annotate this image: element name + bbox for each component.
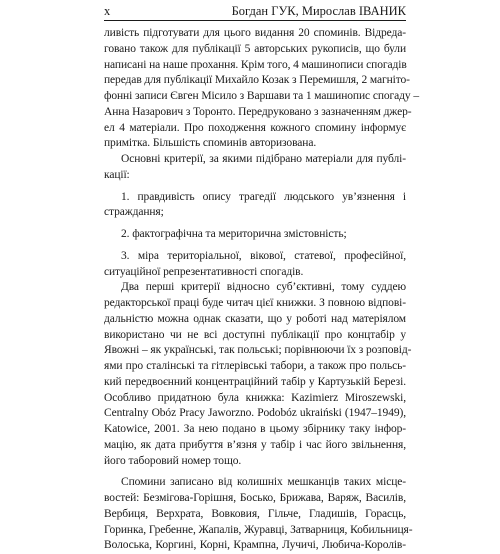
text-line: Особливо придатною була книжка: Kazimierz Miroszewski, [104,391,406,404]
criteria-item [104,190,406,222]
criteria-item [104,249,406,281]
text-line: його таборовий номер тощо. [104,454,242,467]
text-line: примітка. Більшість споминів авторизована. [104,137,317,150]
header-authors: Богдан ГУК, Мирослав ІВАНИК [231,4,406,18]
page-number: x [104,4,111,18]
text-line: кації: [104,168,130,181]
text-line: 1. правдивість опису трагедії людського ув’язнення і [121,190,406,203]
text-line: Анна Назарович з Торонто. Передруковано з зазначенням джер- [104,105,412,118]
paragraph [104,152,406,184]
text-line: редакторської праці буде читач цієї книжки. З повною відпові- [104,297,406,309]
running-header [104,3,406,23]
text-line: ями про сталінські та гітлерівські табори, а також про польсь- [104,360,406,372]
text-line: страждання; [104,206,164,219]
text-line: дальністю можна однак сказати, що у роботі над матеріялом [104,312,406,325]
text-line: Два перші критерії відносно суб’єктивні, тому суддею [121,281,406,294]
text-line: ситуаційної репрезентативності спогадів. [104,265,304,278]
text-line: кий передвоєнний концентраційний табір у Картузькій Березі. [104,375,406,388]
text-line: Katowice, 2001. За нею подано в цьому збірнику таку інфор- [104,423,406,435]
header-rule [104,20,406,21]
text-line: Centralny Obóz Pracy Jaworzno. Podobóz ukraiński (1947–1949), [104,407,406,420]
text-line: використано чи не всі доступні публікації про концтабір у [104,328,406,341]
text-line: Спомини записано від колишніх мешканців таких місце- [121,476,406,489]
text-line: Явожні – як українські, так польські; порівнюючи їх з розповід- [104,344,412,357]
text-line: 3. міра територіальної, вікової, статевої, професійної, [121,249,406,262]
text-line: передав для публікації Михайло Козак з Перемишля, 2 магніто- [104,74,410,87]
text-line: говано також для публікації 5 авторських рукописів, що були [104,42,406,55]
text-line: мацію, як дата прибуття в’язня у табір і час його звільнення, [104,438,406,451]
paragraph [104,26,419,152]
text-line: написані на наше прохання. Крім того, 4 машинописи спогадів [104,58,407,71]
criteria-item [104,227,406,243]
body-text [104,26,419,554]
text-line: востей: Безмігова-Горішня, Босько, Брижава, Варяж, Василів, [104,492,406,504]
text-line: Основні критерії, за якими підібрано матеріали для публі- [121,153,406,165]
text-line: Волоська, Коргині, Корні, Крампна, Лучичі, Любича-Королів- [104,539,406,552]
paragraph [104,475,413,554]
paragraph [104,280,412,469]
text-line: Горинка, Гребенне, Жапалів, Журавці, Затварниця, Кобильниця- [104,523,413,536]
text-line: ливість підготувати для цього видання 20 споминів. Відреда- [104,27,406,39]
text-line: ел 4 матеріали. Про походження кожного спомину інформує [104,121,406,134]
text-line: фонні записи Євген Місило з Варшави та 1 машинопис спогаду – [104,90,419,102]
text-line: Вербиця, Верхрата, Вовковия, Гільче, Гладишів, Горасць, [104,507,406,520]
text-line: 2. фактографічна та мериторична змістовність; [121,228,347,240]
